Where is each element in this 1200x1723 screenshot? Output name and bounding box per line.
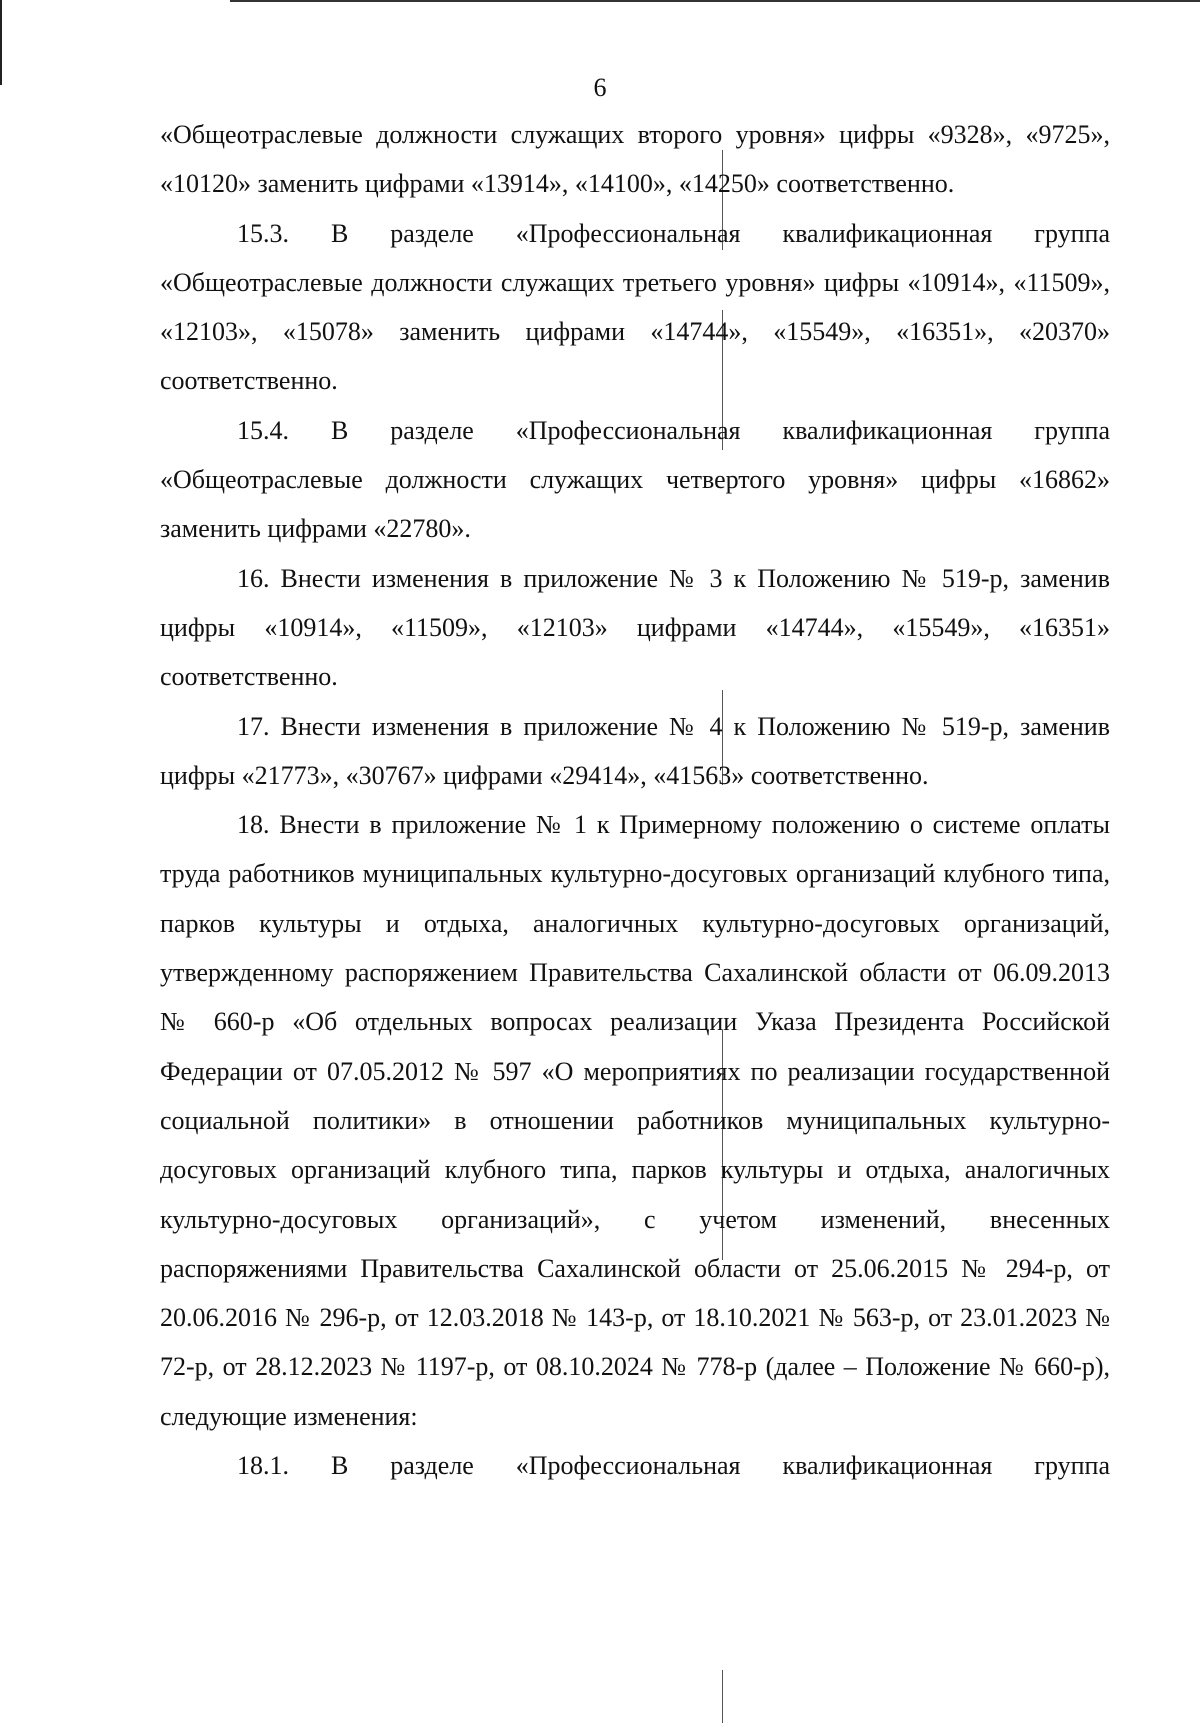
page-number: 6 [593, 73, 607, 102]
paragraph: 16. Внести изменения в приложение № 3 к Положению № 519-р, заменив цифры «10914», «11509», «12103» цифрами «14744», «15549», «16351» соответственно. [160, 563, 1110, 692]
paragraph: 15.4. В разделе «Профессиональная квалификационная группа «Общеотраслевые должности служащих четвертого уровня» цифры «16862» заменить цифрами «22780». [160, 415, 1110, 544]
scan-edge-top [230, 0, 1200, 2]
paragraph: 17. Внести изменения в приложение № 4 к Положению № 519-р, заменив цифры «21773», «30767» цифрами «29414», «41563» соответственно. [160, 711, 1110, 790]
paragraph: 18.1. В разделе «Профессиональная квалификационная группа [237, 1451, 1110, 1481]
scan-fold-line [722, 1670, 723, 1723]
document-body [160, 110, 1110, 1490]
paragraph: 18. Внести в приложение № 1 к Примерному положению о системе оплаты труда работников муниципальных культурно-досуговых организаций клубного типа, парков культуры и отдыха, аналогичных культурно-досуговых организаций, утвержденному распоряжением Правительства Сахалинской области от 06.09.2013 № 660-р «Об отдельных вопросах реализации Указа Президента Российской Федерации от 07.05.2012 № 597 «О мероприятиях по реализации государственной социальной политики» в отношении работников муниципальных культурно-досуговых организаций клубного типа, парков культуры и отдыха, аналогичных культурно-досуговых организаций», с учетом изменений, внесенных распоряжениями Правительства Сахалинской области от 25.06.2015 № 294-р, от 20.06.2016 № 296-р, от 12.03.2018 № 143-р, от 18.10.2021 № 563-р, от 23.01.2023 № 72-р, от 28.12.2023 № 1197-р, от 08.10.2024 № 778-р (далее – Положение № 660-р), следующие изменения: [160, 810, 1110, 1431]
paragraph: «Общеотраслевые должности служащих второго уровня» цифры «9328», «9725», «10120» заменить цифрами «13914», «14100», «14250» соответственно. [160, 120, 1110, 199]
paragraph: 15.3. В разделе «Профессиональная квалификационная группа «Общеотраслевые должности служащих третьего уровня» цифры «10914», «11509», «12103», «15078» заменить цифрами «14744», «15549», «16351», «20370» соответственно. [160, 218, 1110, 396]
